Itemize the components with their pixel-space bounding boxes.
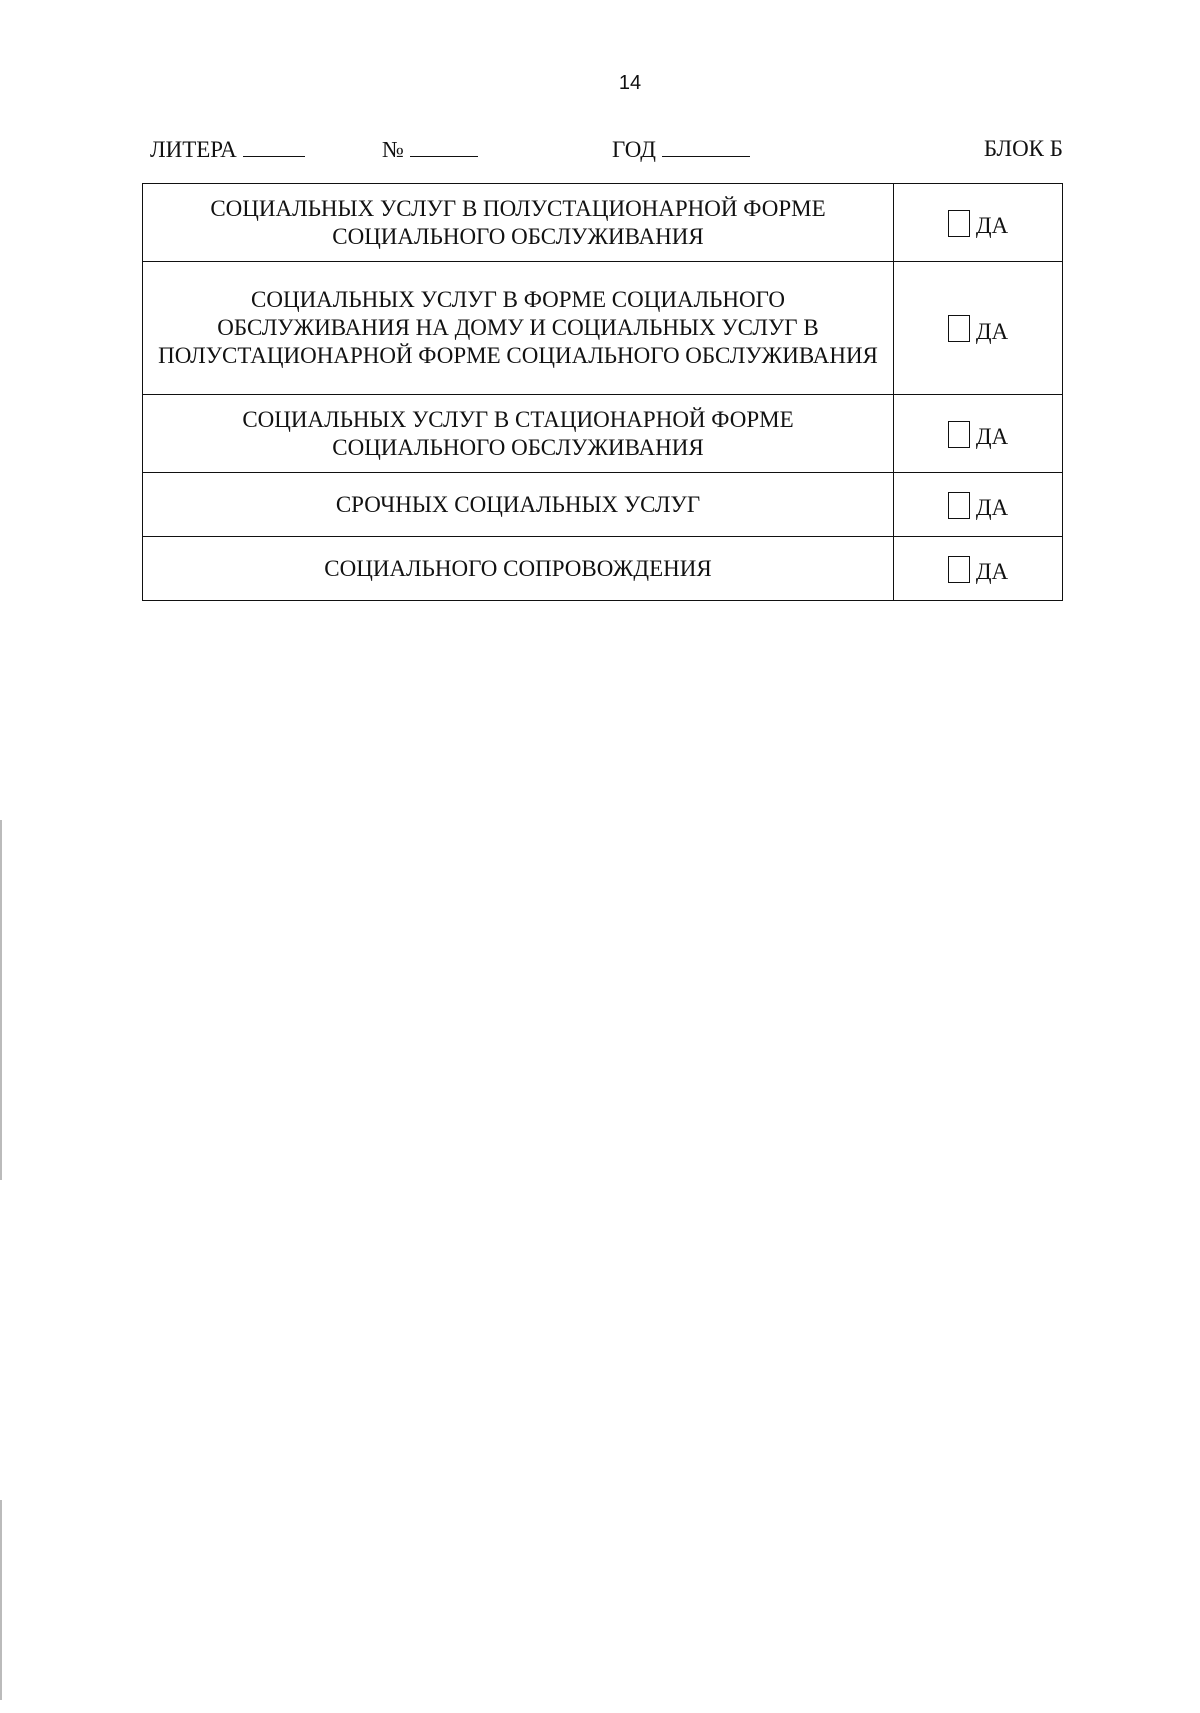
service-text: СОЦИАЛЬНЫХ УСЛУГ В СТАЦИОНАРНОЙ ФОРМЕ СОЦИАЛЬНОГО ОБСЛУЖИВАНИЯ <box>143 395 894 473</box>
service-text: СОЦИАЛЬНЫХ УСЛУГ В ПОЛУСТАЦИОНАРНОЙ ФОРМЕ СОЦИАЛЬНОГО ОБСЛУЖИВАНИЯ <box>143 184 894 262</box>
year-field <box>612 136 750 163</box>
yes-checkbox[interactable] <box>948 421 970 448</box>
year-label: ГОД <box>612 137 656 162</box>
service-text: СОЦИАЛЬНОГО СОПРОВОЖДЕНИЯ <box>143 537 894 601</box>
table-row <box>143 395 1063 473</box>
litera-field <box>150 136 305 163</box>
answer-cell <box>893 184 1062 262</box>
yes-label: ДА <box>975 318 1009 344</box>
service-text: СОЦИАЛЬНЫХ УСЛУГ В ФОРМЕ СОЦИАЛЬНОГО ОБСЛУЖИВАНИЯ НА ДОМУ И СОЦИАЛЬНЫХ УСЛУГ В ПОЛУСТАЦИОНАРНОЙ ФОРМЕ СОЦИАЛЬНОГО ОБСЛУЖИВАНИЯ <box>143 262 894 395</box>
year-blank[interactable] <box>662 136 750 157</box>
page-number: 14 <box>618 72 642 94</box>
service-text: СРОЧНЫХ СОЦИАЛЬНЫХ УСЛУГ <box>143 473 894 537</box>
yes-checkbox[interactable] <box>948 556 970 583</box>
yes-label: ДА <box>975 495 1009 521</box>
answer-cell <box>893 473 1062 537</box>
yes-label: ДА <box>975 213 1009 239</box>
yes-checkbox[interactable] <box>948 315 970 342</box>
yes-checkbox[interactable] <box>948 492 970 519</box>
yes-label: ДА <box>975 559 1009 585</box>
yes-label: ДА <box>975 424 1009 450</box>
number-blank[interactable] <box>410 136 478 157</box>
scan-edge-mark <box>0 1500 2 1700</box>
number-label: № <box>382 137 404 162</box>
table-row <box>143 537 1063 601</box>
yes-checkbox[interactable] <box>948 210 970 237</box>
table-row <box>143 262 1063 395</box>
scan-edge-mark <box>0 820 2 1180</box>
litera-blank[interactable] <box>243 136 305 157</box>
answer-cell <box>893 395 1062 473</box>
table-row <box>143 473 1063 537</box>
answer-cell <box>893 262 1062 395</box>
form-header <box>0 136 1200 166</box>
litera-label: ЛИТЕРА <box>150 137 237 162</box>
services-table <box>142 183 1063 601</box>
answer-cell <box>893 537 1062 601</box>
number-field <box>382 136 478 163</box>
block-label: БЛОК Б <box>983 136 1063 161</box>
table-row <box>143 184 1063 262</box>
